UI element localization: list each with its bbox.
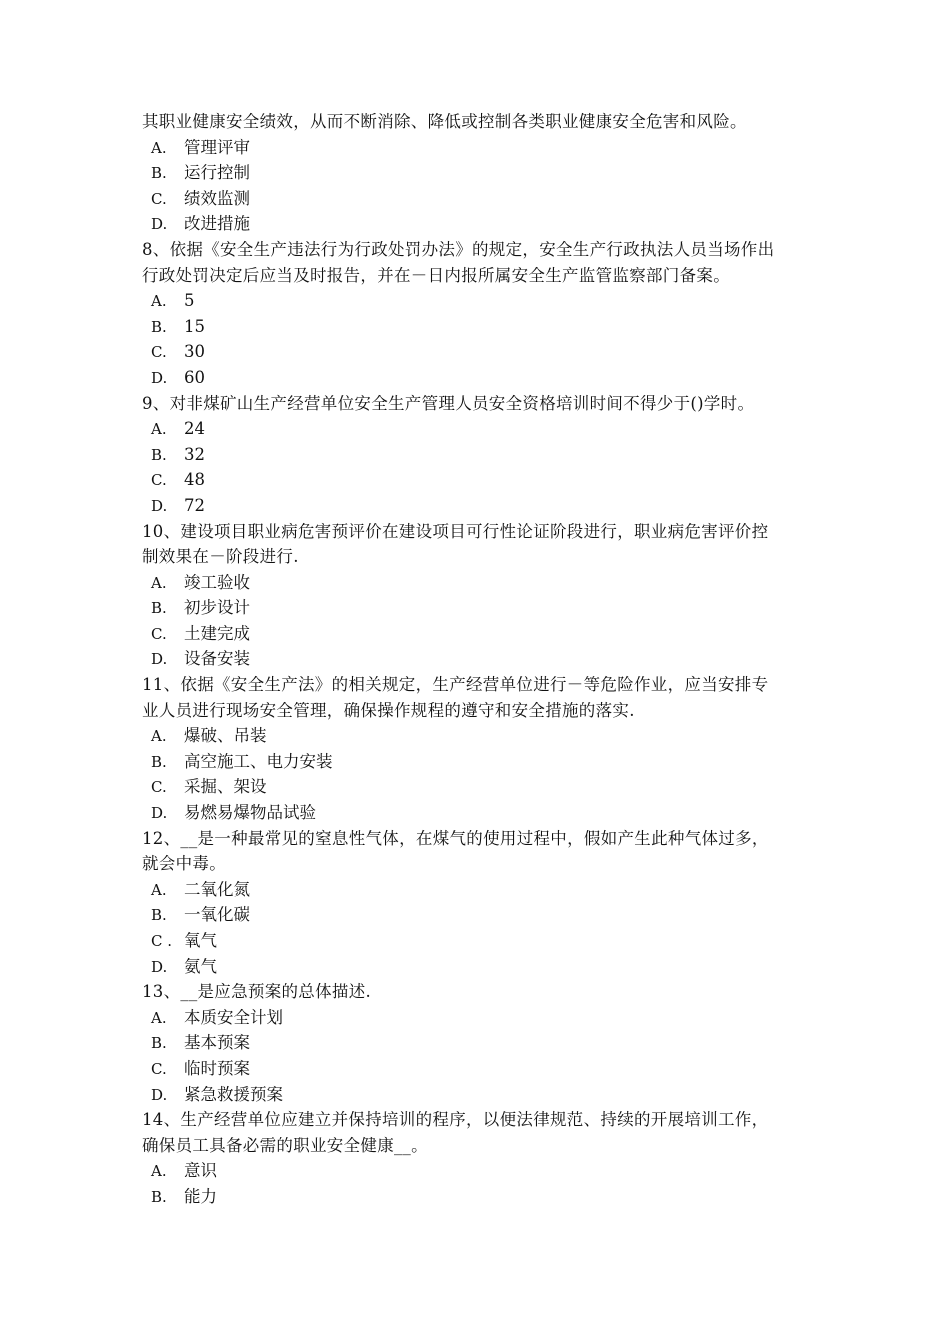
option-text: 24 [184,419,205,439]
option-text: 爆破、吊装 [184,726,267,746]
option-letter: A. [151,1162,167,1181]
question-text-line: 其职业健康安全绩效，从而不断消除、降低或控制各类职业健康安全危害和风险。 [142,112,747,131]
option-letter: D. [151,957,168,976]
question-list [142,109,822,1210]
option-text: 意识 [184,1161,217,1181]
option-letter: B. [151,599,167,618]
answer-option [142,135,822,161]
option-text: 采掘、架设 [184,777,267,797]
question-text-line: 行政处罚决定后应当及时报告，并在－日内报所属安全生产监管监察部门备案。 [142,265,730,285]
option-letter: C. [151,471,167,490]
option-letter: B. [151,1034,167,1053]
option-letter: A. [151,880,167,899]
option-text: 运行控制 [184,163,250,183]
answer-option [142,800,822,826]
question-text-line: 13、__是应急预案的总体描述. [142,982,372,1002]
option-text: 绩效监测 [184,188,250,208]
question-text-line: 8、依据《安全生产违法行为行政处罚办法》的规定，安全生产行政执法人员当场作出 [142,239,775,259]
option-letter: B. [151,1187,167,1206]
option-letter: C. [151,624,167,643]
answer-option [142,595,822,621]
option-text: 48 [184,470,205,490]
option-text: 改进措施 [184,214,250,234]
option-letter: A. [151,292,167,311]
question-text-line: 业人员进行现场安全管理，确保操作规程的遵守和安全措施的落实. [142,700,635,720]
option-text: 紧急救援预案 [184,1084,283,1104]
question-text-line: 就会中毒。 [142,854,226,874]
question-text-line: 10、建设项目职业病危害预评价在建设项目可行性论证阶段进行，职业病危害评价控 [142,521,769,541]
option-text: 设备安装 [184,649,250,669]
option-text: 氧气 [184,931,217,950]
option-letter: D. [151,215,168,234]
option-letter: C. [151,1059,167,1078]
answer-option [142,365,822,391]
answer-option [142,493,822,519]
option-text: 临时预案 [184,1058,250,1078]
option-text: 72 [184,495,205,515]
answer-option [142,646,822,672]
option-text: 高空施工、电力安装 [184,751,333,771]
option-text: 二氧化氮 [184,879,250,899]
option-text: 60 [184,367,205,387]
question-text-line: 确保员工具备必需的职业安全健康__。 [142,1135,428,1155]
option-letter: C. [151,778,167,797]
option-letter: C. [151,343,167,362]
answer-option [142,1184,822,1210]
answer-option [142,314,822,340]
option-letter: A. [151,1008,167,1027]
option-text: 32 [184,444,205,464]
option-letter: D. [151,804,168,823]
question-text-line: 11、依据《安全生产法》的相关规定，生产经营单位进行－等危险作业，应当安排专 [142,675,769,695]
option-letter: A. [151,138,167,157]
option-letter: D. [151,368,168,387]
answer-option [142,954,822,980]
answer-option [142,288,822,314]
answer-option [142,339,822,365]
option-text: 一氧化碳 [184,905,250,925]
answer-option [142,467,822,493]
option-letter: B. [151,164,167,183]
answer-option [142,877,822,903]
option-letter: B. [151,752,167,771]
answer-option [142,902,822,928]
answer-option [142,1056,822,1082]
answer-option [142,186,822,212]
question-text-line: 制效果在－阶段进行. [142,547,299,567]
option-letter: A. [151,727,167,746]
option-text: 竣工验收 [184,572,250,592]
option-text: 基本预案 [184,1033,250,1053]
option-text: 本质安全计划 [184,1007,283,1027]
option-text: 土建完成 [184,623,250,643]
question-text-line: 9、对非煤矿山生产经营单位安全生产管理人员安全资格培训时间不得少于()学时。 [142,393,755,413]
option-letter: B. [151,906,167,925]
answer-option [142,774,822,800]
option-text: 15 [184,316,205,336]
answer-option [142,621,822,647]
option-letter: C. [151,189,167,208]
answer-option [142,928,822,954]
question-text-line: 12、__是一种最常见的窒息性气体，在煤气的使用过程中，假如产生此种气体过多， [142,828,769,848]
option-letter: D. [151,1085,168,1104]
option-letter: C . [151,932,173,950]
question-text-line: 14、生产经营单位应建立并保持培训的程序，以便法律规范、持续的开展培训工作， [142,1110,769,1130]
answer-option [142,1005,822,1031]
option-text: 初步设计 [184,598,250,618]
answer-option [142,749,822,775]
answer-option [142,160,822,186]
answer-option [142,570,822,596]
option-letter: A. [151,420,167,439]
answer-option [142,1158,822,1184]
option-text: 氨气 [184,956,217,976]
answer-option [142,211,822,237]
answer-option [142,416,822,442]
option-text: 30 [184,342,205,362]
answer-option [142,1082,822,1108]
option-text: 能力 [184,1186,217,1206]
option-text: 易燃易爆物品试验 [184,803,316,823]
option-letter: D. [151,650,168,669]
option-letter: D. [151,496,168,515]
option-letter: A. [151,573,167,592]
answer-option [142,442,822,468]
answer-option [142,723,822,749]
answer-option [142,1030,822,1056]
option-text: 5 [184,291,195,311]
option-letter: B. [151,445,167,464]
option-letter: B. [151,317,167,336]
option-text: 管理评审 [184,137,250,157]
